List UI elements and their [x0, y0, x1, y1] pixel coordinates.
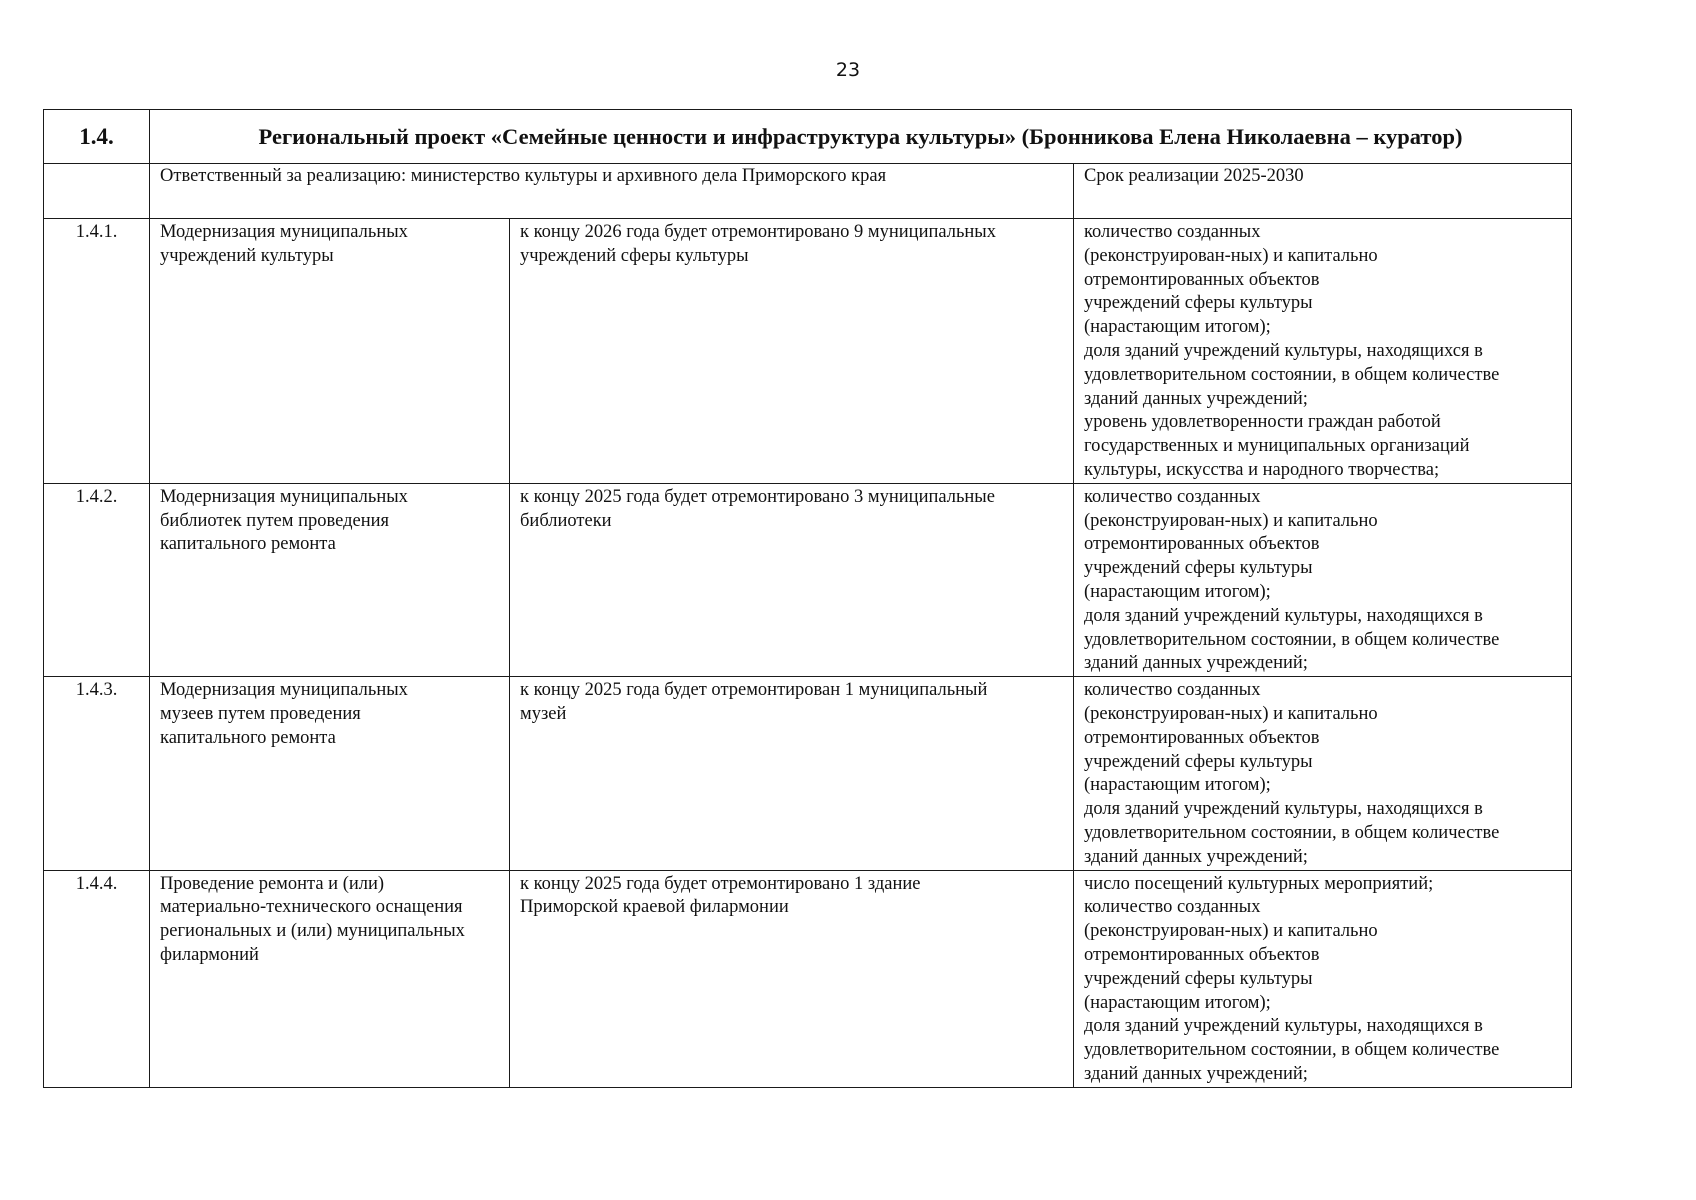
task-line: капитального ремонта — [160, 534, 336, 555]
task-line: библиотек путем проведения — [160, 510, 390, 531]
table-row — [44, 677, 1572, 870]
indicator-line: учреждений сферы культуры — [1084, 751, 1313, 772]
task-line: Модернизация муниципальных — [160, 486, 408, 507]
indicators-cell — [1074, 483, 1572, 676]
indicator-line: зданий данных учреждений; — [1084, 846, 1308, 867]
indicator-line: зданий данных учреждений; — [1084, 1063, 1308, 1084]
task-line: Проведение ремонта и (или) — [160, 873, 385, 894]
indicator-line: (нарастающим итогом); — [1084, 317, 1271, 338]
page-number: 23 — [835, 59, 861, 81]
task-cell — [150, 870, 510, 1087]
task-line: филармоний — [160, 944, 259, 965]
row-number: 1.4.4. — [44, 870, 150, 1087]
task-line: Модернизация муниципальных — [160, 680, 408, 701]
indicator-line: (реконструирован-ных) и капитально — [1084, 921, 1378, 942]
task-cell — [150, 483, 510, 676]
row-number: 1.4.3. — [44, 677, 150, 870]
result-line: музей — [520, 703, 567, 724]
result-line: к концу 2025 года будет отремонтировано 3 муниципальные — [520, 486, 995, 507]
task-line: материально-технического оснащения — [160, 897, 463, 918]
indicator-line: зданий данных учреждений; — [1084, 653, 1308, 674]
result-line: к концу 2025 года будет отремонтировано 1 здание — [520, 873, 921, 894]
indicator-line: отремонтированных объектов — [1084, 269, 1320, 290]
indicator-line: доля зданий учреждений культуры, находящихся в — [1084, 340, 1483, 361]
indicator-line: (нарастающим итогом); — [1084, 581, 1271, 602]
task-line: учреждений культуры — [160, 245, 334, 266]
project-table — [43, 109, 1572, 1088]
indicators-cell — [1074, 870, 1572, 1087]
indicator-line: уровень удовлетворенности граждан работой — [1084, 412, 1441, 433]
indicator-line: удовлетворительном состоянии, в общем количестве — [1084, 629, 1500, 650]
result-line: к концу 2025 года будет отремонтирован 1 муниципальный — [520, 680, 988, 701]
indicator-line: государственных и муниципальных организаций — [1084, 436, 1470, 457]
indicator-line: учреждений сферы культуры — [1084, 968, 1313, 989]
empty-cell — [44, 164, 150, 219]
indicator-line: (нарастающим итогом); — [1084, 775, 1271, 796]
task-line: региональных и (или) муниципальных — [160, 921, 465, 942]
indicator-line: доля зданий учреждений культуры, находящихся в — [1084, 799, 1483, 820]
task-line: Модернизация муниципальных — [160, 222, 408, 242]
indicator-line: отремонтированных объектов — [1084, 534, 1320, 555]
result-cell — [510, 677, 1074, 870]
table-row — [44, 219, 1572, 484]
result-line: библиотеки — [520, 510, 612, 531]
indicator-line: количество созданных — [1084, 680, 1261, 701]
result-line: к концу 2026 года будет отремонтировано 9 муниципальных — [520, 222, 996, 242]
indicators-cell — [1074, 219, 1572, 484]
row-number: 1.4.2. — [44, 483, 150, 676]
indicator-line: количество созданных — [1084, 222, 1261, 242]
result-line: учреждений сферы культуры — [520, 245, 749, 266]
indicator-line: отремонтированных объектов — [1084, 944, 1320, 965]
indicator-line: отремонтированных объектов — [1084, 727, 1320, 748]
task-line: капитального ремонта — [160, 727, 336, 748]
indicator-line: доля зданий учреждений культуры, находящихся в — [1084, 1016, 1483, 1037]
table-row — [44, 870, 1572, 1087]
indicator-line: удовлетворительном состоянии, в общем количестве — [1084, 1040, 1500, 1061]
indicator-line: (реконструирован-ных) и капитально — [1084, 703, 1378, 724]
indicator-line: учреждений сферы культуры — [1084, 293, 1313, 314]
section-number: 1.4. — [44, 110, 150, 164]
indicator-line: (реконструирован-ных) и капитально — [1084, 245, 1378, 266]
section-header-row — [44, 110, 1572, 164]
indicator-line: (нарастающим итогом); — [1084, 992, 1271, 1013]
indicator-line: учреждений сферы культуры — [1084, 558, 1313, 579]
result-line: Приморской краевой филармонии — [520, 897, 789, 918]
indicator-line: число посещений культурных мероприятий; — [1084, 873, 1434, 894]
indicator-line: количество созданных — [1084, 486, 1261, 507]
indicator-line: удовлетворительном состоянии, в общем количестве — [1084, 364, 1500, 385]
result-cell — [510, 483, 1074, 676]
indicator-line: (реконструирован-ных) и капитально — [1084, 510, 1378, 531]
result-cell — [510, 219, 1074, 484]
task-cell — [150, 219, 510, 484]
table-row — [44, 483, 1572, 676]
indicator-line: доля зданий учреждений культуры, находящихся в — [1084, 605, 1483, 626]
result-cell — [510, 870, 1074, 1087]
task-line: музеев путем проведения — [160, 703, 361, 724]
section-meta-row — [44, 164, 1572, 219]
row-number: 1.4.1. — [44, 219, 150, 484]
indicator-line: удовлетворительном состоянии, в общем количестве — [1084, 822, 1500, 843]
indicators-cell — [1074, 677, 1572, 870]
indicator-line: зданий данных учреждений; — [1084, 388, 1308, 409]
indicator-line: количество созданных — [1084, 897, 1261, 918]
indicator-line: культуры, искусства и народного творчества; — [1084, 459, 1440, 480]
period-cell: Срок реализации 2025-2030 — [1074, 164, 1572, 219]
responsible-cell: Ответственный за реализацию: министерство культуры и архивного дела Приморского края — [150, 164, 1074, 219]
section-title: Региональный проект «Семейные ценности и инфраструктура культуры» (Бронникова Елена Николаевна – куратор) — [150, 110, 1572, 164]
task-cell — [150, 677, 510, 870]
